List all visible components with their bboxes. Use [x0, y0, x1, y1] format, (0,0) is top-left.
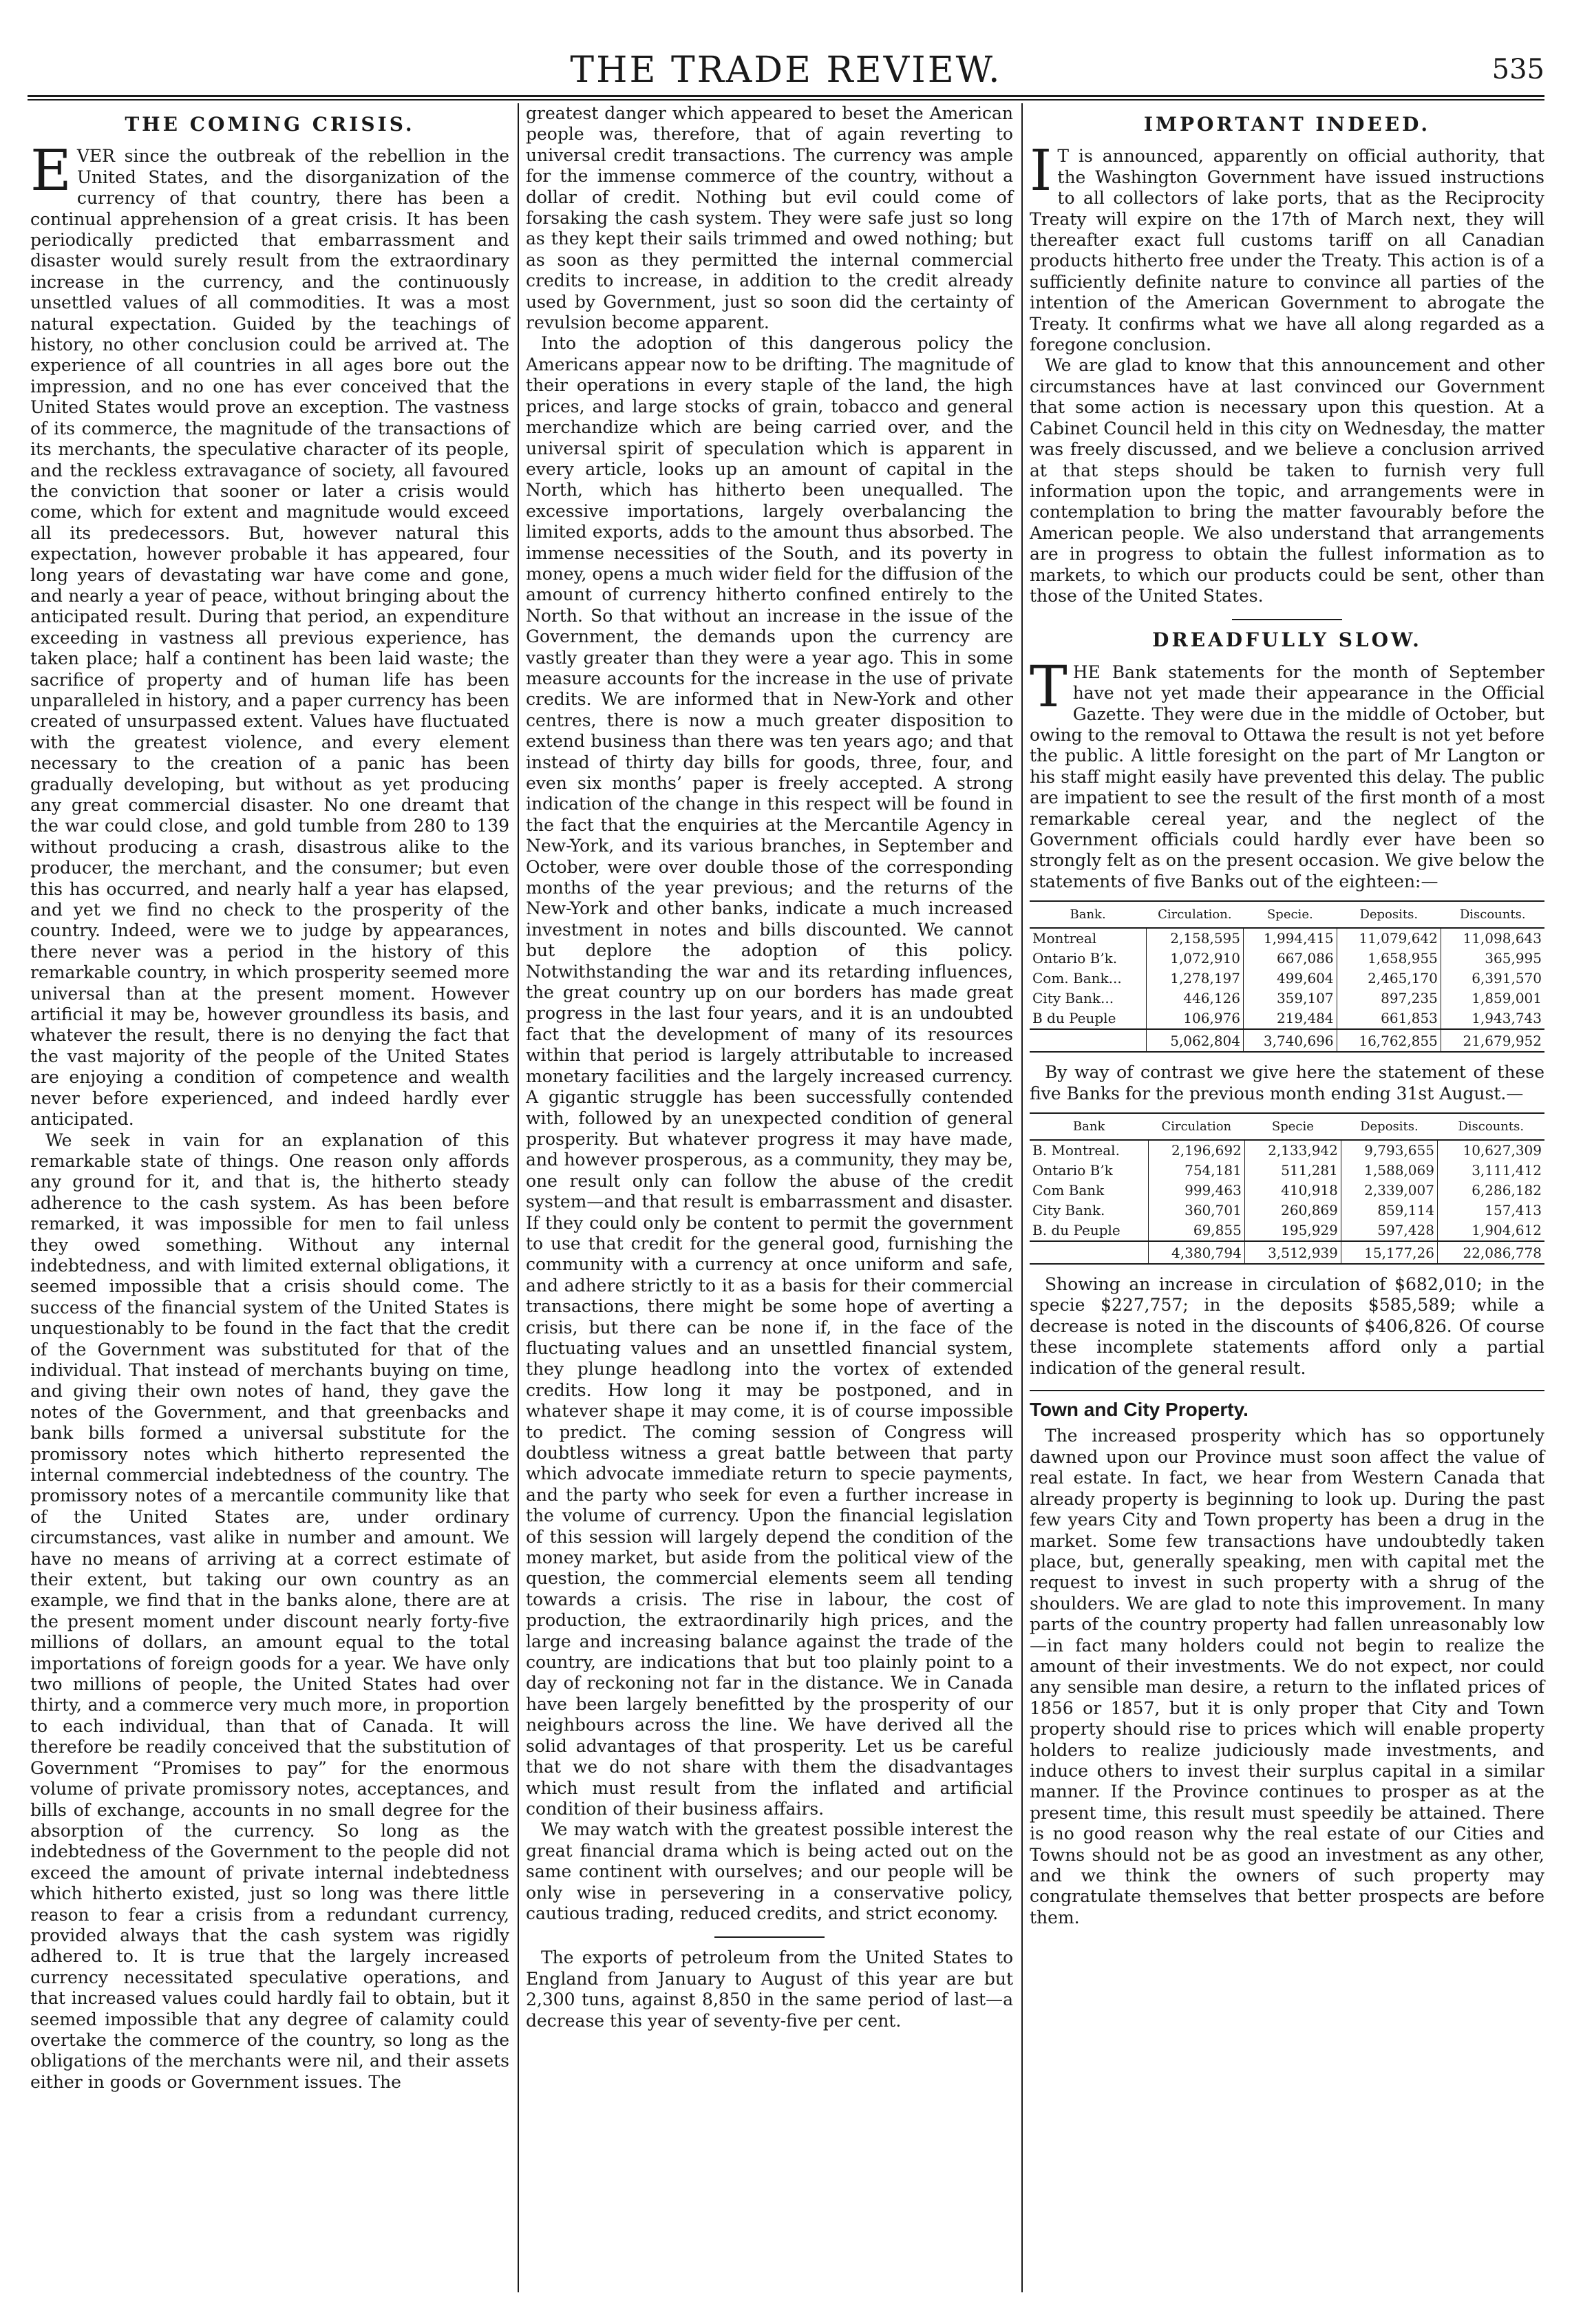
table-cell: 10,627,309	[1437, 1140, 1544, 1161]
table-cell: 511,281	[1244, 1161, 1341, 1181]
note-paragraph: The exports of petroleum from the United States to England from January to August of this year are but 2,300 tuns, against 8,850 in the same period of last—a decrease this year of seventy-five per cent.	[526, 1947, 1013, 2031]
article-heading: THE COMING CRISIS.	[125, 113, 415, 136]
table-cell: 859,114	[1341, 1201, 1437, 1221]
table-cell: 2,158,595	[1146, 928, 1243, 949]
table-cell: 11,098,643	[1441, 928, 1544, 949]
table-cell: 3,740,696	[1244, 1029, 1337, 1052]
table-cell	[1030, 1241, 1148, 1264]
column-header: Discounts.	[1441, 901, 1544, 928]
table-cell: 359,107	[1244, 989, 1337, 1008]
column-1	[30, 110, 509, 2093]
table-row	[1030, 1181, 1544, 1201]
table-cell: 1,072,910	[1146, 949, 1243, 969]
table-cell: 5,062,804	[1146, 1029, 1243, 1052]
table-row	[1030, 969, 1544, 989]
table-cell: 15,177,26	[1341, 1241, 1437, 1264]
table-cell: 195,929	[1244, 1221, 1341, 1241]
drop-cap: I	[1030, 138, 1052, 204]
column-header: Deposits.	[1337, 901, 1441, 928]
table-cell: 1,658,955	[1337, 949, 1441, 969]
table-cell: 106,976	[1146, 1008, 1243, 1029]
table-row	[1030, 928, 1544, 949]
table-row	[1030, 1201, 1544, 1221]
column-header: Specie	[1244, 1113, 1341, 1140]
table-cell: 1,588,069	[1341, 1161, 1437, 1181]
table-cell: 6,286,182	[1437, 1181, 1544, 1201]
table-cell: Com Bank	[1032, 1182, 1105, 1199]
table-row	[1030, 1161, 1544, 1181]
divider	[714, 1936, 825, 1938]
column-header: Bank	[1030, 1113, 1148, 1140]
column-header: Specie.	[1244, 901, 1337, 928]
article-paragraph: Showing an increase in circulation of $682,010; in the specie $227,757; in the deposits $585,589; while a decrease is noted in the discounts of $406,826. Of course these incomplete statements afford only a partial indication of the general result.	[1030, 1274, 1544, 1378]
article-paragraph: The increased prosperity which has so opportunely dawned upon our Province must soon affect the value of real estate. In fact, we hear from Western Canada that already property is beginning to look up. During the past few years City and Town property has been a drug in the market. Some few transactions have undoubtedly taken place, but, generally speaking, men with capital met the request to invest in such property with a shrug of the shoulders. We are glad to note this improvement. In many parts of the country property had fallen unreasonably low—in fact many holders could not begin to realize the amount of their investments. We do not expect, nor could any sensible man desire, a return to the inflated prices of 1856 or 1857, but it is only proper that City and Town property should rise to prices which will enable property holders to realize judiciously made investments, and induce others to invest their surplus capital in a similar manner. If the Province continues to prosper as at the present time, this result must speedily be attained. There is no good reason why the real estate of our Cities and Towns should not be as good an investment as any other, and we think the owners of such property may congratulate themselves that better prospects are before them.	[1030, 1426, 1544, 1927]
article-paragraph: We are glad to know that this announcement and other circumstances have at last convinced our Government that some action is necessary upon this question. At a Cabinet Council held in this city on Wednesday, the matter was freely discussed, and we believe a conclusion arrived at that steps should be taken to furnish very full information upon the topic, and arrangements were in contemplation to bring the matter favourably before the American people. We also understand that arrangements are in progress to obtain the fullest information as to markets, to which our products could be sent, other than those of the United States.	[1030, 355, 1544, 606]
article-paragraph: greatest danger which appeared to beset the American people was, therefore, that of again reverting to universal credit transactions. The currency was ample for the immense commerce of the country, without a dollar of credit. Nothing but evil could come of forsaking the cash system. They were safe just so long as they kept their sails trimmed and owed nothing; but as soon as they permitted the internal commercial credits to increase, in addition to the credit already used by Government, just so soon did the certainty of revulsion become apparent.	[526, 103, 1013, 333]
table-cell: 1,859,001	[1441, 989, 1544, 1008]
table-cell: 219,484	[1244, 1008, 1337, 1029]
column-2	[526, 103, 1013, 2031]
paragraph-text: HE Bank statements for the month of September have not yet made their appearance in the Official Gazette. They were due in the middle of October, but owing to the removal to Ottawa the result is not yet before the public. A little foresight on the part of Mr Langton or his staff might easily have prevented this delay. The public are impatient to see the result of the first month of a most remarkable cereal year, and the neglect of the Government officials could hardly ever have been so strongly felt as on the present occasion. We give below the statements of five Banks out of the eighteen:—	[1030, 662, 1544, 891]
table-cell: 11,079,642	[1337, 928, 1441, 949]
article-heading: DREADFULLY SLOW.	[1152, 628, 1422, 652]
table-row	[1030, 1008, 1544, 1029]
column-header: Circulation.	[1146, 901, 1243, 928]
article-heading: Town and City Property.	[1030, 1399, 1249, 1421]
table-cell: 1,943,743	[1441, 1008, 1544, 1029]
paragraph-text: T is announced, apparently on official authority, that the Washington Government have issued instructions to all collectors of lake ports, that as the Reciprocity Treaty will expire on the 17th of March next, they will thereafter exact full customs tariff on all Canadian products hitherto free under the Treaty. This action is of a sufficiently definite nature to convince all parties of the intention of the American Government to abrogate the Treaty. It confirms what we have all along regarded as a foregone conclusion.	[1030, 146, 1544, 355]
column-header: Circulation	[1148, 1113, 1244, 1140]
table-cell	[1030, 1029, 1146, 1052]
divider	[1030, 1390, 1544, 1391]
table-cell: 897,235	[1337, 989, 1441, 1008]
table-row	[1030, 949, 1544, 969]
table-cell: 499,604	[1244, 969, 1337, 989]
table-cell: 16,762,855	[1337, 1029, 1441, 1052]
table-cell: Ontario B’k.	[1032, 950, 1118, 967]
drop-cap: E	[30, 138, 72, 204]
table-cell: City Bank...	[1032, 990, 1114, 1007]
table-total-row	[1030, 1241, 1544, 1264]
column-3	[1030, 110, 1544, 1928]
table-cell: B du Peuple	[1032, 1010, 1116, 1027]
column-divider	[1021, 103, 1023, 2292]
masthead-title: THE TRADE REVIEW.	[570, 50, 1002, 91]
masthead	[28, 41, 1544, 96]
table-row	[1030, 1221, 1544, 1241]
table-cell: 754,181	[1148, 1161, 1244, 1181]
table-cell: 260,869	[1244, 1201, 1341, 1221]
article-paragraph: We may watch with the greatest possible interest the great financial drama which is being acted out on the same continent with ourselves; and our people will be only wise in persevering in a conservative policy, cautious trading, reduced credits, and strict economy.	[526, 1819, 1013, 1923]
bank-table-august	[1030, 1112, 1544, 1265]
article-paragraph: Into the adoption of this dangerous policy the Americans appear now to be drifting. The magnitude of their operations in every staple of the land, the high prices, and large stocks of grain, tobacco and general merchandize which are being carried over, and the universal spirit of speculation which is apparent in every article, looks up an amount of capital in the North, which has hitherto been unequalled. The excessive importations, largely overbalancing the limited exports, adds to the amount thus absorbed. The immense necessities of the South, and its poverty in money, opens a much wider field for the diffusion of the amount of currency hitherto confined entirely to the North. So that without an increase in the issue of the Government, the demands upon the currency are vastly greater than they were a year ago. This in some measure accounts for the increase in the use of private credits. We are informed that in New-York and other centres, there is now a much greater disposition to extend business than there was ten years ago; and that instead of thirty day bills for goods, three, four, and even six months’ paper is freely accepted. A strong indication of the change in this respect will be found in the fact that the enquiries at the Mercantile Agency in New-York, and its various branches, in September and October, were over double those of the corresponding months of the year previous; and the returns of the New-York and other banks, indicate a much increased investment in notes and bills discounted. We cannot but deplore the adoption of this policy. Notwithstanding the war and its retarding influences, the great country up on our borders has made great progress in the last four years, and it is an undoubted fact that the development of many of its resources within that period is largely attributable to increased monetary facilities and the largely increased currency. A gigantic struggle has been successfully contended with, followed by an unexpected condition of general prosperity. But whatever progress it may have made, and however prosperous, as a community, they may be, one result only can follow the abuse of the credit system—and that result is embarrassment and disaster. If they could only be content to permit the government to use that credit for the general good, furnishing the community with a currency at once uniform and safe, and adhere strictly to it as a basis for their commercial transactions, there might be some hope of averting a crisis, but there can be none if, in the face of the fluctuating values and an unsettled financial system, they plunge headlong into the vortex of extended credits. How long it may be postponed, and in whatever shape it may come, it is of course impossible to predict. The coming session of Congress will doubtless witness a great battle between that party which advocate immediate return to specie payments, and the party who seek for even a further increase in the volume of currency. Upon the financial legislation of this session will largely depend the condition of the money market, but aside from the political view of the question, the commercial elements seem all tending towards a crisis. The rise in labour, the cost of production, the extraordinarily high prices, and the large and increasing balance against the trade of the country, are indications that but too plainly point to a day of reckoning not far in the distance. We in Canada have been largely benefitted by the prosperity of our neighbours across the line. We have derived all the solid advantages of that prosperity. Let us be careful that we do not share with them the disadvantages which must result from the inflated and artificial condition of their business affairs.	[526, 333, 1013, 1819]
table-cell: 2,133,942	[1244, 1140, 1341, 1161]
table-cell: 22,086,778	[1437, 1241, 1544, 1264]
table-total-row	[1030, 1029, 1544, 1052]
table-cell: Ontario B’k	[1032, 1162, 1113, 1179]
paragraph-text: VER since the outbreak of the rebellion in the United States, and the disorganization of the currency of that country, there has been a continual apprehension of a great crisis. It has been periodically predicted that embarrassment and disaster would surely result from the extraordinary increase in the currency, and the continuously unsettled values of all commodities. It was a most natural expectation. Guided by the teachings of history, no other conclusion could be arrived at. The experience of all countries in all ages bore out the impression, and no one has ever conceived that the United States would prove an exception. The vastness of its commerce, the magnitude of the transactions of its merchants, the speculative character of its people, and the reckless extravagance of society, all favoured the conviction that sooner or later a crisis would come, which for extent and magnitude would exceed all its predecessors. But, however natural this expectation, however probable it has appeared, four long years of devastating war have come and gone, and nearly a year of peace, without bringing about the anticipated result. During that period, an expenditure exceeding in vastness all previous experience, has taken place; half a continent has been laid waste; the sacrifice of property and of human life has been unparalleled in history, and a paper currency has been created of unsurpassed extent. Values have fluctuated with the greatest violence, and every element necessary to the creation of a panic has been gradually developing, but without as yet producing any great commercial disaster. No one dreamt that the war could close, and gold tumble from 280 to 139 without producing a crash, disastrous alike to the producer, the merchant, and the consumer; but even this has occurred, and nearly half a year has elapsed, and yet we find no check to the prosperity of the country. Indeed, were we to judge by appearances, there never was a period in the history of this remarkable country, in which prosperity seemed more universal than at the present moment. However artificial it may be, however groundless its basis, and whatever the result, there is no denying the fact that the vast majority of the people of the United States are enjoying a condition of competence and wealth never before experienced, and indeed hardly ever anticipated.	[30, 146, 509, 1130]
table-cell: Com. Bank...	[1032, 970, 1122, 987]
table-cell: 1,904,612	[1437, 1221, 1544, 1241]
table-cell: 1,994,415	[1244, 928, 1337, 949]
column-divider	[518, 103, 519, 2292]
table-cell: 2,465,170	[1337, 969, 1441, 989]
column-header: Bank.	[1030, 901, 1146, 928]
table-cell: 597,428	[1341, 1221, 1437, 1241]
table-cell: 1,278,197	[1146, 969, 1243, 989]
drop-cap: T	[1030, 654, 1068, 720]
column-header: Deposits.	[1341, 1113, 1437, 1140]
table-cell: B. du Peuple	[1032, 1222, 1120, 1239]
bank-table-september	[1030, 900, 1544, 1053]
table-cell: 2,196,692	[1148, 1140, 1244, 1161]
table-cell: B. Montreal.	[1032, 1142, 1120, 1159]
table-cell: 69,855	[1148, 1221, 1244, 1241]
table-cell: City Bank.	[1032, 1202, 1105, 1219]
table-cell: 9,793,655	[1341, 1140, 1437, 1161]
table-cell: 365,995	[1441, 949, 1544, 969]
table-cell: 999,463	[1148, 1181, 1244, 1201]
header-rule	[28, 95, 1544, 101]
article-paragraph: By way of contrast we give here the statement of these five Banks for the previous month ending 31st August.—	[1030, 1062, 1544, 1103]
table-cell: 2,339,007	[1341, 1181, 1437, 1201]
table-cell: 667,086	[1244, 949, 1337, 969]
column-header: Discounts.	[1437, 1113, 1544, 1140]
article-paragraph	[1030, 138, 1544, 355]
table-cell: 446,126	[1146, 989, 1243, 1008]
table-cell: 21,679,952	[1441, 1029, 1544, 1052]
article-paragraph: We seek in vain for an explanation of this remarkable state of things. One reason only affords any ground for it, and that is, the hitherto steady adherence to the cash system. As has been before remarked, it was impossible for men to fail unless they owed something. Without any internal indebtedness, and with limited external obligations, it seemed impossible that a crisis should come. The success of the financial system of the United States is unquestionably to be found in the fact that the credit of the Government was substituted for that of the individual. That instead of merchants buying on time, and giving their own notes of hand, they gave the notes of the Government, and that greenbacks and bank bills formed a universal substitute for the promissory notes which hitherto represented the internal commercial indebtedness of the country. The promissory notes of a mercantile community like that of the United States are, under ordinary circumstances, vast alike in number and amount. We have no means of arriving at a correct estimate of their extent, but taking our own country as an example, we find that in the banks alone, there are at the present moment under discount nearly forty-five millions of dollars, an amount equal to the total importations of foreign goods for a year. We have only two millions of people, the United States had over thirty, and a commerce very much more, in proportion to each individual, than that of Canada. It will therefore be readily conceived that the substitution of Government “Promises to pay” for the enormous volume of private promissory notes, acceptances, and bills of exchange, accounts in no small degree for the absorption of the currency. So long as the indebtedness of the Government to the people did not exceed the amount of private internal indebtedness which hitherto existed, just so long was there little reason to fear a crisis from a redundant currency, provided always that the cash system was rigidly adhered to. It is true that the largely increased currency necessitated speculative operations, and that increased values could hardly fail to obtain, but it seemed impossible that any degree of calamity could overtake the commerce of the country, so long as the obligations of the merchants were nil, and their assets either in goods or Government issues. The	[30, 1130, 509, 2092]
table-cell: 661,853	[1337, 1008, 1441, 1029]
table-cell: Montreal	[1032, 930, 1097, 947]
table-cell: 4,380,794	[1148, 1241, 1244, 1264]
table-cell: 157,413	[1437, 1201, 1544, 1221]
page-number: 535	[1491, 54, 1544, 85]
table-cell: 360,701	[1148, 1201, 1244, 1221]
table-row	[1030, 989, 1544, 1008]
table-header-row	[1030, 901, 1544, 928]
table-cell: 6,391,570	[1441, 969, 1544, 989]
table-cell: 410,918	[1244, 1181, 1341, 1201]
article-paragraph	[1030, 654, 1544, 892]
table-header-row	[1030, 1113, 1544, 1140]
table-cell: 3,111,412	[1437, 1161, 1544, 1181]
table-cell: 3,512,939	[1244, 1241, 1341, 1264]
article-heading: IMPORTANT INDEED.	[1143, 113, 1431, 136]
table-row	[1030, 1140, 1544, 1161]
article-paragraph	[30, 138, 509, 1130]
divider	[1232, 619, 1342, 620]
